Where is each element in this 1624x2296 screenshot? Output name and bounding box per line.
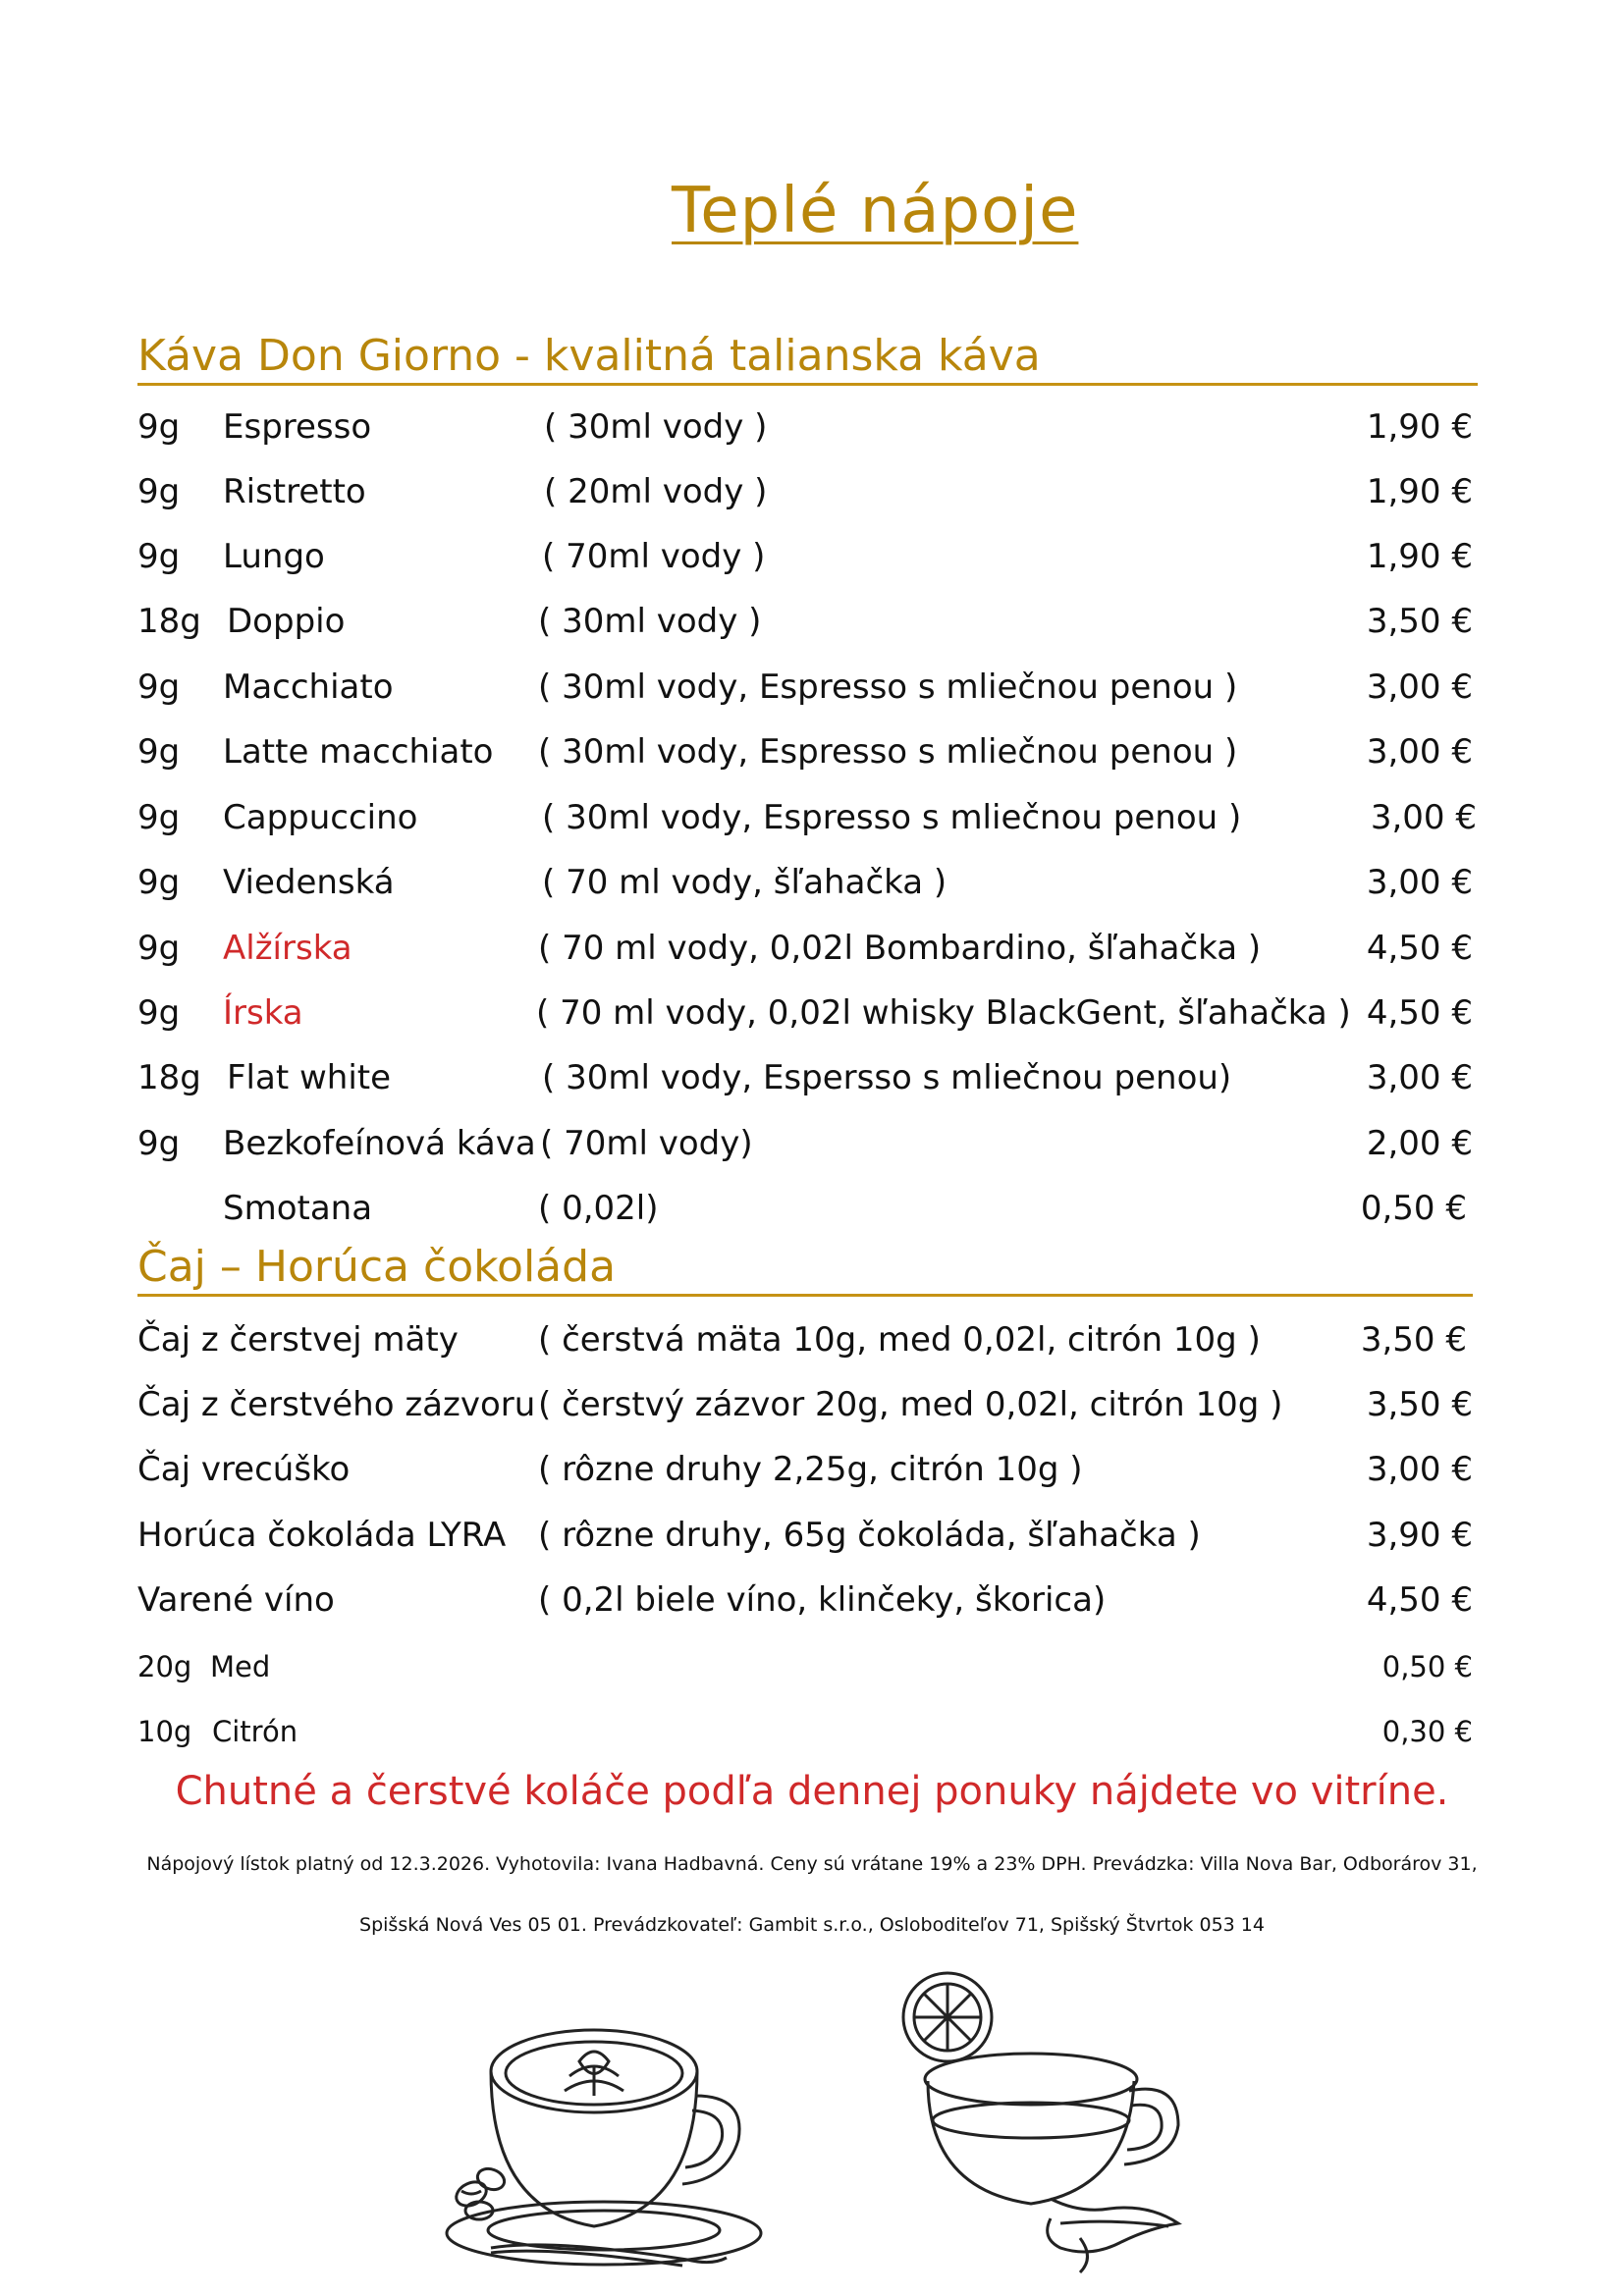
- menu-item: [0, 1445, 1624, 1494]
- item-description: ( 30ml vody, Espersso s mliečnou penou): [542, 1058, 1232, 1097]
- extra-item: [0, 1642, 1624, 1691]
- coffee-cup-icon: [432, 2002, 776, 2277]
- menu-item: [0, 1184, 1624, 1233]
- item-weight: 20g: [137, 1650, 192, 1683]
- item-name: Viedenská: [223, 863, 395, 902]
- item-name: Varené víno: [137, 1580, 335, 1620]
- item-name-highlighted: Alžírska: [223, 929, 352, 968]
- menu-item: [0, 1380, 1624, 1429]
- item-description: ( 70ml vody ): [542, 537, 766, 576]
- item-name: Med: [210, 1650, 271, 1683]
- item-description: ( 30ml vody, Espresso s mliečnou penou ): [538, 732, 1238, 772]
- menu-item: [0, 1053, 1624, 1102]
- item-name: Citrón: [212, 1715, 298, 1748]
- item-name: Ristretto: [223, 472, 366, 511]
- item-name: Doppio: [227, 602, 346, 641]
- item-weight: 9g: [137, 1124, 181, 1163]
- cakes-promo-text: Chutné a čerstvé koláče podľa dennej ponuky nájdete vo vitríne.: [175, 1769, 1449, 1814]
- item-price: 2,00 €: [1366, 1124, 1473, 1163]
- item-price: 1,90 €: [1366, 472, 1473, 511]
- item-name: Čaj z čerstvej mäty: [137, 1320, 459, 1360]
- item-price: 0,50 €: [1381, 1650, 1473, 1683]
- menu-item: [0, 793, 1624, 842]
- menu-item: [0, 1119, 1624, 1168]
- item-weight: 10g: [137, 1715, 192, 1748]
- tea-section-heading: [137, 1241, 1473, 1297]
- item-weight: 9g: [137, 667, 181, 707]
- extra-item: [0, 1707, 1624, 1756]
- menu-item: [0, 1511, 1624, 1560]
- item-description: ( 70 ml vody, 0,02l whisky BlackGent, šľahačka ): [536, 993, 1351, 1033]
- item-name: Čaj vrecúško: [137, 1450, 351, 1489]
- item-description: ( 70 ml vody, šľahačka ): [542, 863, 947, 902]
- page-title: Teplé nápoje: [672, 175, 1079, 247]
- item-name: Espresso: [223, 407, 372, 447]
- menu-item: [0, 597, 1624, 646]
- item-price: 1,90 €: [1366, 537, 1473, 576]
- item-price: 3,00 €: [1366, 863, 1473, 902]
- coffee-section-title: Káva Don Giorno - kvalitná talianska káva: [137, 331, 1041, 381]
- item-description: ( rôzne druhy, 65g čokoláda, šľahačka ): [538, 1516, 1201, 1555]
- item-weight: 18g: [137, 1058, 201, 1097]
- item-price: 4,50 €: [1366, 929, 1473, 968]
- item-weight: 9g: [137, 863, 181, 902]
- item-price: 3,00 €: [1370, 798, 1477, 837]
- item-name: Čaj z čerstvého zázvoru: [137, 1385, 536, 1424]
- item-price: 3,50 €: [1360, 1320, 1467, 1360]
- item-price: 3,00 €: [1366, 1450, 1473, 1489]
- item-name: Bezkofeínová káva: [223, 1124, 536, 1163]
- item-description: ( 30ml vody ): [544, 407, 768, 447]
- item-price: 3,00 €: [1366, 732, 1473, 772]
- item-name: Horúca čokoláda LYRA: [137, 1516, 507, 1555]
- item-description: ( čerstvý zázvor 20g, med 0,02l, citrón 10g ): [538, 1385, 1283, 1424]
- item-price: 0,30 €: [1381, 1715, 1473, 1748]
- item-description: ( 0,2l biele víno, klinčeky, škorica): [538, 1580, 1107, 1620]
- item-description: ( 30ml vody, Espresso s mliečnou penou ): [542, 798, 1242, 837]
- item-name: Macchiato: [223, 667, 394, 707]
- coffee-section-heading: [137, 330, 1478, 386]
- tea-section-title: Čaj – Horúca čokoláda: [137, 1242, 617, 1292]
- item-price: 3,00 €: [1366, 667, 1473, 707]
- item-price: 4,50 €: [1366, 993, 1473, 1033]
- tea-cup-icon: [884, 1963, 1218, 2277]
- menu-item: [0, 532, 1624, 581]
- item-price: 4,50 €: [1366, 1580, 1473, 1620]
- item-name: Latte macchiato: [223, 732, 494, 772]
- menu-item: [0, 1575, 1624, 1625]
- menu-item: [0, 402, 1624, 452]
- item-description: ( 30ml vody, Espresso s mliečnou penou ): [538, 667, 1238, 707]
- menu-item: [0, 1315, 1624, 1364]
- item-description: ( 30ml vody ): [538, 602, 762, 641]
- item-description: ( 70ml vody): [540, 1124, 753, 1163]
- item-weight: 9g: [137, 798, 181, 837]
- item-name: Smotana: [223, 1189, 373, 1228]
- item-price: 0,50 €: [1360, 1189, 1467, 1228]
- item-weight: 9g: [137, 732, 181, 772]
- item-price: 3,90 €: [1366, 1516, 1473, 1555]
- item-weight: 9g: [137, 993, 181, 1033]
- footer-line-1: Nápojový lístok platný od 12.3.2026. Vyhotovila: Ivana Hadbavná. Ceny sú vrátane 19% a 23% DPH. Prevádzka: Villa Nova Bar, Odborárov 31,: [146, 1853, 1478, 1875]
- item-weight: 18g: [137, 602, 201, 641]
- menu-item: [0, 858, 1624, 907]
- item-name: Flat white: [227, 1058, 392, 1097]
- item-weight: 9g: [137, 537, 181, 576]
- menu-item: [0, 924, 1624, 973]
- item-price: 3,50 €: [1366, 602, 1473, 641]
- item-price: 3,50 €: [1366, 1385, 1473, 1424]
- item-name: Cappuccino: [223, 798, 418, 837]
- menu-item: [0, 663, 1624, 712]
- menu-item: [0, 988, 1624, 1038]
- item-weight: 9g: [137, 929, 181, 968]
- footer-line-2: Spišská Nová Ves 05 01. Prevádzkovateľ: Gambit s.r.o., Osloboditeľov 71, Spišský Štvrtok 053 14: [359, 1914, 1265, 1936]
- item-name: Lungo: [223, 537, 325, 576]
- menu-item: [0, 467, 1624, 516]
- item-description: ( 70 ml vody, 0,02l Bombardino, šľahačka ): [538, 929, 1262, 968]
- item-price: 1,90 €: [1366, 407, 1473, 447]
- item-price: 3,00 €: [1366, 1058, 1473, 1097]
- item-weight: 9g: [137, 472, 181, 511]
- item-description: ( rôzne druhy 2,25g, citrón 10g ): [538, 1450, 1083, 1489]
- item-description: ( 0,02l): [538, 1189, 659, 1228]
- item-name-highlighted: Írska: [223, 993, 303, 1033]
- menu-item: [0, 727, 1624, 776]
- item-description: ( 20ml vody ): [544, 472, 768, 511]
- item-description: ( čerstvá mäta 10g, med 0,02l, citrón 10g ): [538, 1320, 1261, 1360]
- item-weight: 9g: [137, 407, 181, 447]
